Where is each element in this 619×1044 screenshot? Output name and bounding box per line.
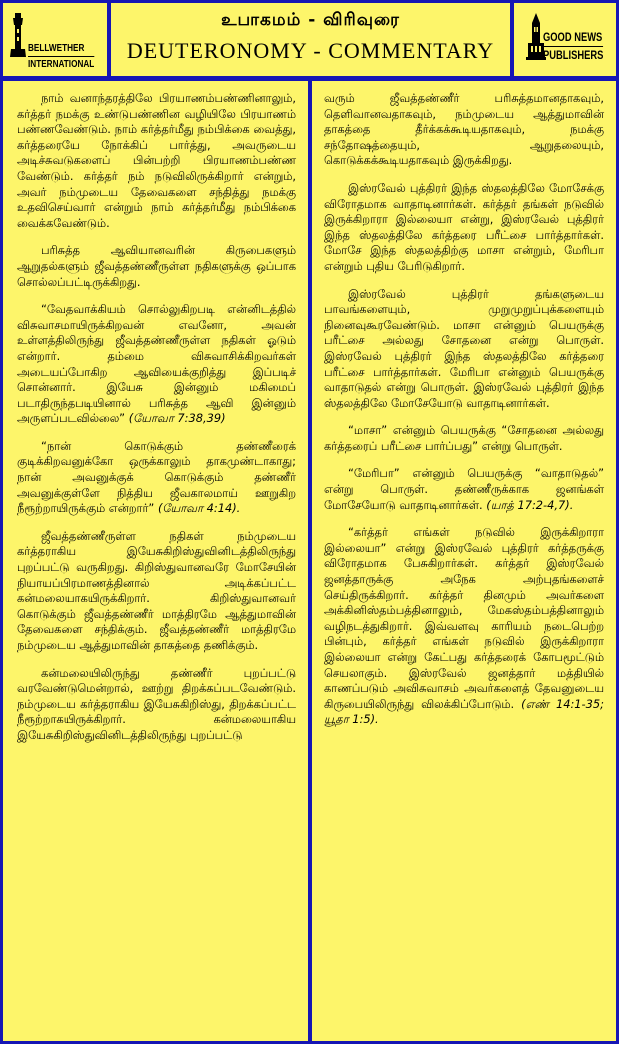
- paragraph: [324, 423, 604, 454]
- scripture-reference: (எண் 14:1-35; யூதா 1:5).: [324, 696, 604, 727]
- paragraph-text: கன்மலையிலிருந்து தண்ணீர் புறப்பட்டு வரவேண்டுமென்றால், ஊற்று திறக்கப்படவேண்டும். நம்முடைய கர்த்தராகிய இயேசுகிறிஸ்து, திறக்கப்பட்ட நீரூற்றாகயிருக்கிறார். கன்மலையாகிய இயேசுகிறிஸ்துவினிடத்திலிருந்து புறப்பட்டு: [17, 665, 296, 742]
- paragraph: [17, 529, 296, 654]
- paragraph-text: “மேரிபா” என்னும் பெயருக்கு “வாதாடுதல்” என்று பொருள். தண்ணீருக்காக ஜனங்கள் மோசேயோடு வாதாடினார்கள்.: [324, 466, 604, 512]
- good-news-logo: [514, 3, 616, 76]
- paragraph-text: நாம் வனாந்தரத்திலே பிரயாணம்பண்ணினாலும், கர்த்தர் நமக்கு உண்டுபண்ணின வழியிலே பிரயாணம் பண்ணவேண்டும். நாம் கர்த்தர்மீது நம்பிக்கை வைத்து, கர்த்தரையே நோக்கிப் பார்த்து, அவருடைய அடிச்சுவடுகளைப் பின்பற்றி பிரயாணம்பண்ண வேண்டும். கர்த்தர் நம் நடுவிலிருக்கிறார் என்றும், அவர் நம்முடைய தேவைகளை சந்தித்து நமக்கு உதவிசெய்வார் என்றும் நாம் கர்த்தர்மீது நம்பிக்கை வைக்கவேண்டும்.: [17, 91, 296, 230]
- paragraph-text: “வேதவாக்கியம் சொல்லுகிறபடி என்னிடத்தில் விசுவாசமாயிருக்கிறவன் எவனோ, அவன் உள்ளத்திலிருந்து ஜீவத்தண்ணீருள்ள நதிகள் ஓடும் என்றார். தம்மை விசுவாசிக்கிறவர்கள் அடையப்போகிற ஆவியைக்குறித்து இப்படிச் சொன்னார். இயேசு இன்னும் மகிமைப் படாதிருந்தபடியினால் பரிசுத்த ஆவி இன்னும் அருளப்படவில்லை”: [17, 302, 296, 426]
- paragraph: [17, 666, 296, 744]
- paragraph: [324, 466, 604, 513]
- paragraph-text: “மாசா” என்னும் பெயருக்கு “சோதனை அல்லது கர்த்தரைப் பரீட்சை பார்ப்பது” என்று பொருள்.: [324, 423, 604, 453]
- paragraph-text: வரும் ஜீவத்தண்ணீர் பரிசுத்தமானதாகவும், தெளிவானவதாகவும், நம்முடைய ஆத்துமாவின் தாகத்தை தீர்க்கக்கூடியதாகவும், நமக்கு சந்தோஷத்தையும், ஆறுதலையும், கொடுக்கக்கூடியதாகவும் இருக்கிறது.: [324, 91, 604, 168]
- right-column: [312, 81, 616, 1041]
- paragraph-text: “கர்த்தர் எங்கள் நடுவில் இருக்கிறாரா இல்லையா” என்று இஸ்ரவேல் புத்திரர் கர்த்தருக்கு விரோதமாக பேசுகிறார்கள். கர்த்தர் இஸ்ரவேல் ஜனத்தாருக்கு அநேக அற்புதங்களைச் செய்திருக்கிறார். கர்த்தர் தினமும் அவர்களை அக்கினிஸ்தம்பத்தினாலும், மேகஸ்தம்பத்தினாலும் வழிநடத்துகிறார். இவ்வளவு காரியம் நடைபெற்ற பின்பும், கர்த்தர் எங்கள் நடுவில் இருக்கிறாரா இல்லையா என்று கேட்பது கர்த்தரைக் கோபமூட்டும் செயலாகும். இஸ்ரவேல் ஜனத்தார் மத்தியில் காணப்படும் அவிசுவாசம் அவர்களைத் தேவனுடைய கிருபையிலிருந்து விலக்கிப்போடும்.: [324, 525, 604, 711]
- paragraph-text: இஸ்ரவேல் புத்திரர் தங்களுடைய பாவங்களையும், முறுமுறுப்புக்களையும் நினைவுகூரவேண்டும். மாசா என்னும் பெயருக்கு பரீட்சை அல்லது சோதனை என்று பொருள். இஸ்ரவேல் புத்திரர் இந்த ஸ்தலத்திலே கர்த்தரை பரீட்சை பார்த்தார்கள். மேரிபா என்னும் பெயருக்கு வாதாடுதல் என்று பொருள். இஸ்ரவேல் புத்திரர் இந்த ஸ்தலத்திலே மோசேயோடு வாதாடினார்கள்.: [324, 286, 604, 410]
- paragraph-text: இஸ்ரவேல் புத்திரர் இந்த ஸ்தலத்திலே மோசேக்கு விரோதமாக வாதாடினார்கள். கர்த்தர் தங்கள் நடுவில் இருக்கிறாரா இல்லையா என்று, இஸ்ரவேல் புத்திரர் இந்த ஸ்தலத்திலே கர்த்தரை பரீட்சை பார்த்தார்கள். மோசே இந்த ஸ்தலத்திற்கு மாசா என்றும், மேரிபா என்றும் புதிய பேரிடுகிறார்.: [324, 180, 604, 273]
- scripture-reference: (யாத் 17:2-4,7).: [486, 497, 574, 512]
- paragraph: [324, 181, 604, 275]
- scripture-reference: (யோவா 7:38,39): [128, 411, 226, 426]
- paragraph: [17, 91, 296, 231]
- english-title: DEUTERONOMY - COMMENTARY: [126, 38, 495, 63]
- header: [111, 3, 510, 76]
- left-logo-line1: BELLWETHER: [28, 41, 94, 57]
- paragraph: [324, 525, 604, 728]
- paragraph: [17, 439, 296, 517]
- right-logo-line2: PUBLISHERS: [543, 48, 604, 62]
- tamil-title: உபாகமம் - விரிவுரை: [221, 10, 400, 30]
- left-column: [3, 81, 308, 1041]
- paragraph: [324, 91, 604, 169]
- paragraph: [17, 243, 296, 290]
- scripture-reference: (யோவா 4:14).: [157, 501, 241, 516]
- left-logo-line2: INTERNATIONAL: [28, 58, 95, 70]
- paragraph-text: “நான் கொடுக்கும் தண்ணீரைக் குடிக்கிறவனுக்கோ ஒருக்காலும் தாகமுண்டாகாது; நான் அவனுக்குக் கொடுக்கும் தண்ணீர் அவனுக்குள்ளே நித்திய ஜீவகாலமாய் ஊறுகிற நீரூற்றாயிருக்கும் என்றார்”: [17, 438, 296, 516]
- bellwether-logo: [3, 3, 107, 76]
- paragraph: [324, 287, 604, 412]
- paragraph-text: ஜீவத்தண்ணீருள்ள நதிகள் நம்முடைய கர்த்தராகிய இயேசுகிறிஸ்துவினிடத்திலிருந்து புறப்பட்டு வருகிறது. கிறிஸ்துவானவரே மோசேயின் நியாயப்பிரமாணத்தினால் அடிக்கப்பட்ட கன்மலையாகயிருக்கிறார். கிறிஸ்துவானவர் கொடுக்கும் ஜீவத்தண்ணீர் மாத்திரமே ஆத்துமாவின் தேவைகளை சந்திக்கும். ஜீவத்தண்ணீர் மாத்திரமே நம்முடைய ஆத்துமாவின் தாகத்தை தணிக்கும்.: [17, 528, 296, 652]
- paragraph-text: பரிசுத்த ஆவியானவரின் கிருபைகளும் ஆறுதல்களும் ஜீவத்தண்ணீருள்ள நதிகளுக்கு ஒப்பாக சொல்லப்பட்டிருக்கிறது.: [17, 243, 296, 289]
- tower-icon: [10, 11, 26, 59]
- right-logo-line1: GOOD NEWS: [543, 29, 603, 47]
- paragraph: [17, 302, 296, 427]
